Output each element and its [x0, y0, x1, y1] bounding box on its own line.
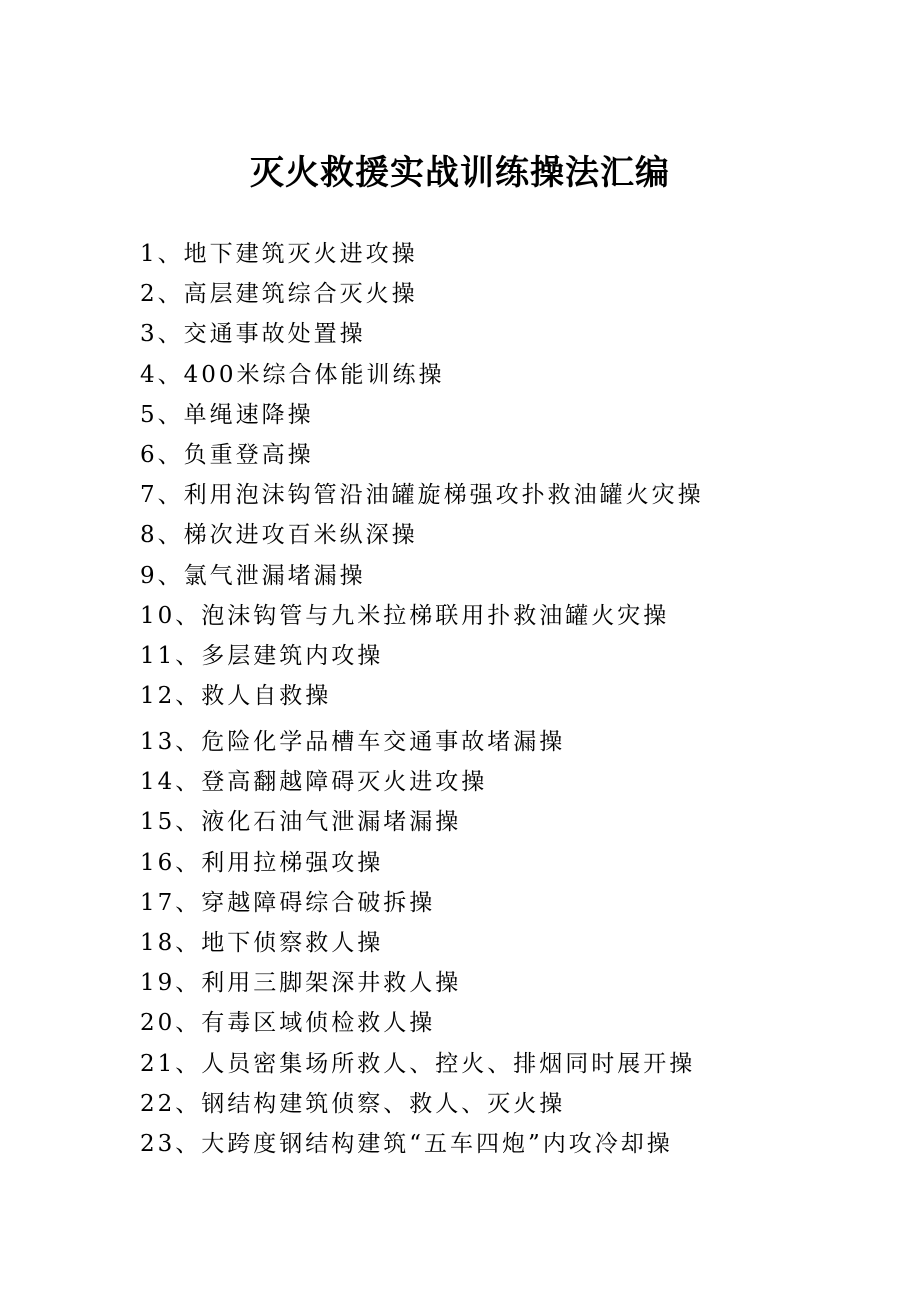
list-item: 5、单绳速降操	[140, 401, 314, 428]
list-item: 9、氯气泄漏堵漏操	[140, 562, 366, 589]
list-item: 12、救人自救操	[140, 683, 332, 710]
drill-list	[140, 234, 840, 1164]
list-item: 6、负重登高操	[140, 441, 314, 468]
list-item: 11、多层建筑内攻操	[140, 642, 384, 669]
list-item: 10、泡沫钩管与九米拉梯联用扑救油罐火灾操	[140, 602, 670, 629]
list-item: 2、高层建筑综合灭火操	[140, 281, 418, 308]
document-title: 灭火救援实战训练操法汇编	[250, 153, 670, 193]
list-item: 13、危险化学品槽车交通事故堵漏操	[140, 729, 566, 756]
list-item: 17、穿越障碍综合破拆操	[140, 889, 436, 916]
list-item: 7、利用泡沫钩管沿油罐旋梯强攻扑救油罐火灾操	[140, 482, 704, 509]
list-item: 15、液化石油气泄漏堵漏操	[140, 809, 462, 836]
list-item: 23、大跨度钢结构建筑“五车四炮”内攻冷却操	[140, 1130, 673, 1157]
list-item: 14、登高翻越障碍灭火进攻操	[140, 769, 488, 796]
list-item: 18、地下侦察救人操	[140, 930, 384, 956]
list-item: 21、人员密集场所救人、控火、排烟同时展开操	[140, 1050, 696, 1077]
list-item: 22、钢结构建筑侦察、救人、灭火操	[140, 1090, 566, 1117]
list-item: 19、利用三脚架深井救人操	[140, 970, 462, 997]
list-item: 20、有毒区域侦检救人操	[140, 1010, 436, 1037]
list-item: 1、地下建筑灭火进攻操	[140, 241, 418, 267]
list-item: 16、利用拉梯强攻操	[140, 849, 384, 876]
list-item: 3、交通事故处置操	[140, 321, 366, 348]
list-item: 8、梯次进攻百米纵深操	[140, 522, 418, 549]
list-item: 4、400米综合体能训练操	[140, 361, 445, 388]
